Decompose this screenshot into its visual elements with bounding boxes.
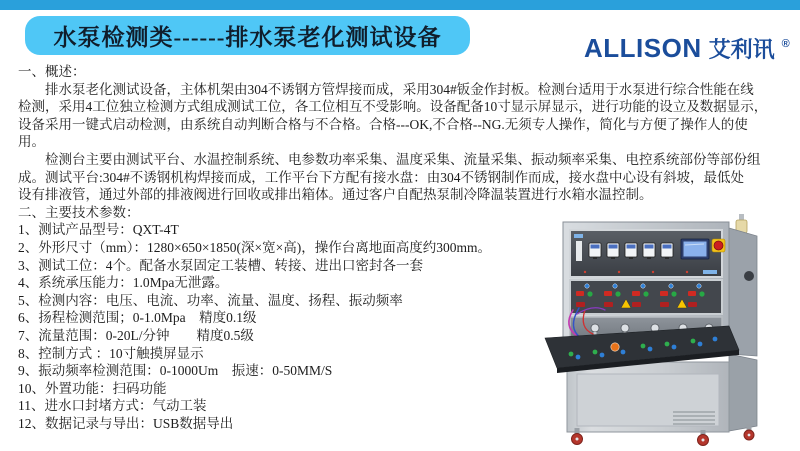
spec-item: 12、数据记录与导出：USB数据导出 xyxy=(18,415,234,431)
instrument-panel xyxy=(570,230,725,277)
equipment-photo xyxy=(543,214,795,447)
overview-line: 设有排液管，通过外部的排液阀进行回收或排出箱体。通过客户自配热泵制冷降温装置进行水箱水温控制。 xyxy=(18,187,653,203)
spec-item: 1、测试产品型号：QXT-4T xyxy=(18,222,179,238)
spec-item: 2、外形尺寸（mm）：1280×650×1850(深×宽×高)，操作台离地面高度约300mm。 xyxy=(18,239,491,255)
top-strip xyxy=(0,0,800,10)
spec-item: 6、扬程检测范围；0-1.0Mpa 精度0.1级 xyxy=(18,310,257,326)
spec-item: 7、流量范围：0-20L/分钟 精度0.5级 xyxy=(18,327,254,343)
overview-line: 用。 xyxy=(18,134,45,150)
overview-line: 排水泵老化测试设备，主体机架由304不诱钢方管焊接而成，采用304#钣金作封板。检测台适用于水泵进行综合性能在线 xyxy=(45,81,754,97)
title-banner xyxy=(25,16,470,55)
spec-item: 9、振动频率检测范围：0-1000Um 振速：0-50MM/S xyxy=(18,363,333,379)
spec-item: 8、控制方式 ：10寸触摸屏显示 xyxy=(18,345,204,361)
spec-item: 3、测试工位：4个。配备水泵固定工装槽、转接、进出口密封各一套 xyxy=(18,257,423,273)
touchscreen xyxy=(681,239,709,259)
overview-line: 检测台主要由测试平台、水温控制系统、电参数功率采集、温度采集、流量采集、振动频率采集、电控系统部份等部份组 xyxy=(45,151,761,167)
brand-logo-wordmark: ALLISON xyxy=(584,33,702,63)
overview-line: 检测，采用4工位独立检测方式组成测试工位，各工位相互不受影响。设备配备10寸显示屏显示，进行功能的设立及数据显示， xyxy=(18,99,768,115)
specs-heading: 二、主要技术参数： xyxy=(18,204,140,220)
spec-item: 4、系统承压能力：1.0Mpa无泄露。 xyxy=(18,275,229,291)
overview-line: 成。测试平台:304#不诱钢机构焊接而成，工作平台下方配有接水盘：由304不锈钢制作而成，接水盘中心设有斜坡，最低处 xyxy=(18,169,744,185)
emergency-stop-button xyxy=(712,239,725,252)
overview-line: 设备采用一键式启动检测，由系统自动判断合格与不合格。合格---OK,不合格--NG.无须专人操作，简化与方便了操作人的使 xyxy=(18,116,748,132)
spec-item: 5、检测内容：电压、电流、功率、流量、温度、扬程、振动频率 xyxy=(18,292,403,308)
registered-trademark-icon: ® xyxy=(781,38,790,50)
side-knob xyxy=(744,271,754,281)
brand-logo xyxy=(584,33,790,63)
spec-item: 11、进水口封堵方式：气动工装 xyxy=(18,398,207,414)
overview-heading: 一、概述： xyxy=(18,64,86,79)
spec-item: 10、外置功能：扫码功能 xyxy=(18,380,167,396)
button-panel xyxy=(570,280,722,314)
page-title: 水泵检测类------排水泵老化测试设备 xyxy=(53,25,442,50)
brand-logo-cjk: 艾利讯 xyxy=(708,37,775,62)
